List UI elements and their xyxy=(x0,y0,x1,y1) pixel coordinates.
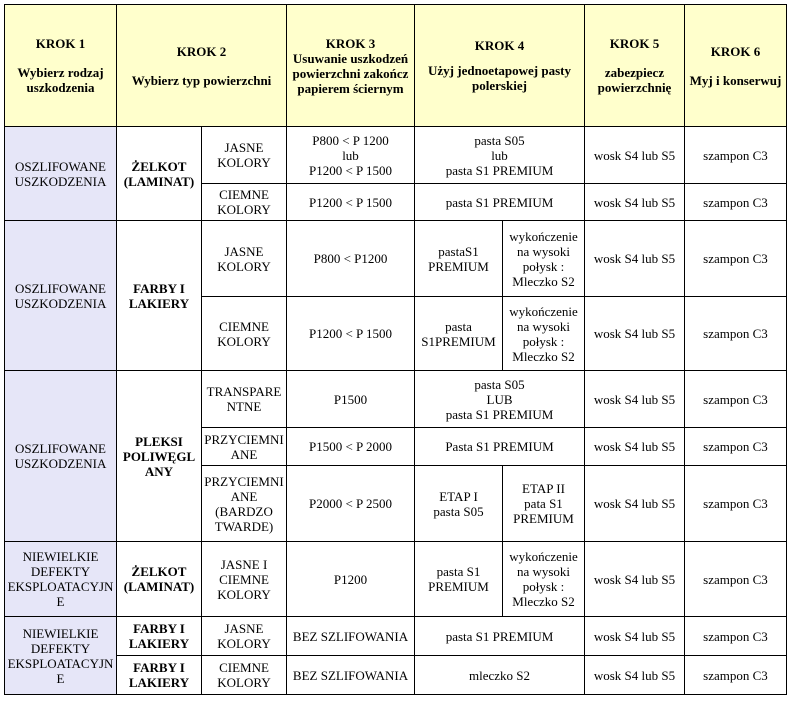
table-row xyxy=(5,221,787,297)
wax-cell: wosk S4 lub S5 xyxy=(585,617,685,656)
wax-cell: wosk S4 lub S5 xyxy=(585,656,685,695)
wax-cell: wosk S4 lub S5 xyxy=(585,221,685,297)
polish-paste-cell: mleczko S2 xyxy=(415,656,585,695)
color-cell: CIEMNE KOLORY xyxy=(202,656,287,695)
polish-paste-cell: pasta S05 lub pasta S1 PREMIUM xyxy=(415,127,585,184)
header-step-5-title: KROK 5 xyxy=(609,36,660,51)
polishing-steps-table xyxy=(4,4,787,695)
wax-cell: wosk S4 lub S5 xyxy=(585,127,685,184)
table-row xyxy=(5,371,787,428)
finish-cell: wykończenie na wysoki połysk : Mleczko S2 xyxy=(503,297,585,371)
table-row xyxy=(5,617,787,656)
header-step-6-title: KROK 6 xyxy=(710,43,761,59)
sandpaper-cell: P800 < P1200 xyxy=(287,221,415,297)
surface-type-cell: FARBY I LAKIERY xyxy=(117,221,202,371)
wax-cell: wosk S4 lub S5 xyxy=(585,466,685,542)
finish-cell: wykończenie na wysoki połysk : Mleczko S2 xyxy=(503,542,585,617)
header-step-6 xyxy=(685,5,787,127)
color-cell: JASNE KOLORY xyxy=(202,221,287,297)
polish-paste-cell: pasta S1 PREMIUM xyxy=(415,617,585,656)
finish-cell: wykończenie na wysoki połysk : Mleczko S2 xyxy=(503,221,585,297)
header-step-4-desc: Użyj jednoetapowej pasty polerskiej xyxy=(428,63,571,93)
polish-paste-cell: pasta S1 PREMIUM xyxy=(415,184,585,221)
header-step-2-title: KROK 2 xyxy=(176,43,227,59)
sandpaper-cell: P1500 < P 2000 xyxy=(287,428,415,466)
color-cell: PRZYCIEMNIANE (BARDZO TWARDE) xyxy=(202,466,287,542)
damage-type-cell: OSZLIFOWANE USZKODZENIA xyxy=(5,221,117,371)
damage-type-cell: OSZLIFOWANE USZKODZENIA xyxy=(5,371,117,542)
polish-paste-cell: ETAP I pasta S05 xyxy=(415,466,503,542)
sandpaper-cell: BEZ SZLIFOWANIA xyxy=(287,617,415,656)
shampoo-cell: szampon C3 xyxy=(685,617,787,656)
surface-type-cell: PLEKSI POLIWĘGLANY xyxy=(117,371,202,542)
shampoo-cell: szampon C3 xyxy=(685,656,787,695)
polish-paste-cell: pasta S1PREMIUM xyxy=(415,297,503,371)
surface-type-cell: ŻELKOT (LAMINAT) xyxy=(117,127,202,221)
shampoo-cell: szampon C3 xyxy=(685,466,787,542)
wax-cell: wosk S4 lub S5 xyxy=(585,371,685,428)
table-row xyxy=(5,656,787,695)
sandpaper-cell: P2000 < P 2500 xyxy=(287,466,415,542)
damage-type-cell: NIEWIELKIE DEFEKTY EKSPLOATACYJNE xyxy=(5,542,117,617)
header-step-2 xyxy=(117,5,287,127)
header-step-6-desc: Myj i konserwuj xyxy=(689,72,782,88)
shampoo-cell: szampon C3 xyxy=(685,184,787,221)
sandpaper-cell: P1200 < P 1500 xyxy=(287,297,415,371)
polish-paste-cell: pastaS1 PREMIUM xyxy=(415,221,503,297)
color-cell: TRANSPARENTNE xyxy=(202,371,287,428)
header-step-1-desc: Wybierz rodzaj uszkodzenia xyxy=(17,65,104,95)
shampoo-cell: szampon C3 xyxy=(685,542,787,617)
header-step-1-title: KROK 1 xyxy=(35,36,86,51)
sandpaper-cell: P1200 xyxy=(287,542,415,617)
header-step-3-desc: Usuwanie uszkodzeń powierzchni zakończ papierem ściernym xyxy=(292,50,409,96)
table-row xyxy=(5,127,787,184)
polish-paste-cell: pasta S05 LUB pasta S1 PREMIUM xyxy=(415,371,585,428)
header-step-5 xyxy=(585,5,685,127)
polish-paste-cell: Pasta S1 PREMIUM xyxy=(415,428,585,466)
header-step-3 xyxy=(287,5,415,127)
polish-paste-cell: pasta S1 PREMIUM xyxy=(415,542,503,617)
header-step-2-desc: Wybierz typ powierzchni xyxy=(131,72,272,88)
shampoo-cell: szampon C3 xyxy=(685,371,787,428)
sandpaper-cell: P800 < P 1200 lub P1200 < P 1500 xyxy=(287,127,415,184)
damage-type-cell: NIEWIELKIE DEFEKTY EKSPLOATACYJNE xyxy=(5,617,117,695)
color-cell: JASNE I CIEMNE KOLORY xyxy=(202,542,287,617)
header-step-5-desc: zabezpiecz powierzchnię xyxy=(597,65,672,95)
surface-type-cell: ŻELKOT (LAMINAT) xyxy=(117,542,202,617)
shampoo-cell: szampon C3 xyxy=(685,221,787,297)
table-row xyxy=(5,542,787,617)
color-cell: CIEMNE KOLORY xyxy=(202,297,287,371)
shampoo-cell: szampon C3 xyxy=(685,428,787,466)
header-row xyxy=(5,5,787,127)
sandpaper-cell: BEZ SZLIFOWANIA xyxy=(287,656,415,695)
sandpaper-cell: P1200 < P 1500 xyxy=(287,184,415,221)
surface-type-cell: FARBY I LAKIERY xyxy=(117,656,202,695)
color-cell: JASNE KOLORY xyxy=(202,617,287,656)
color-cell: PRZYCIEMNIANE xyxy=(202,428,287,466)
header-step-4-title: KROK 4 xyxy=(474,38,525,53)
wax-cell: wosk S4 lub S5 xyxy=(585,542,685,617)
finish-cell: ETAP II pata S1 PREMIUM xyxy=(503,466,585,542)
shampoo-cell: szampon C3 xyxy=(685,127,787,184)
surface-type-cell: FARBY I LAKIERY xyxy=(117,617,202,656)
header-step-4 xyxy=(415,5,585,127)
color-cell: JASNE KOLORY xyxy=(202,127,287,184)
damage-type-cell: OSZLIFOWANE USZKODZENIA xyxy=(5,127,117,221)
color-cell: CIEMNE KOLORY xyxy=(202,184,287,221)
header-step-3-title: KROK 3 xyxy=(325,35,376,51)
shampoo-cell: szampon C3 xyxy=(685,297,787,371)
wax-cell: wosk S4 lub S5 xyxy=(585,297,685,371)
sandpaper-cell: P1500 xyxy=(287,371,415,428)
wax-cell: wosk S4 lub S5 xyxy=(585,184,685,221)
wax-cell: wosk S4 lub S5 xyxy=(585,428,685,466)
header-step-1 xyxy=(5,5,117,127)
